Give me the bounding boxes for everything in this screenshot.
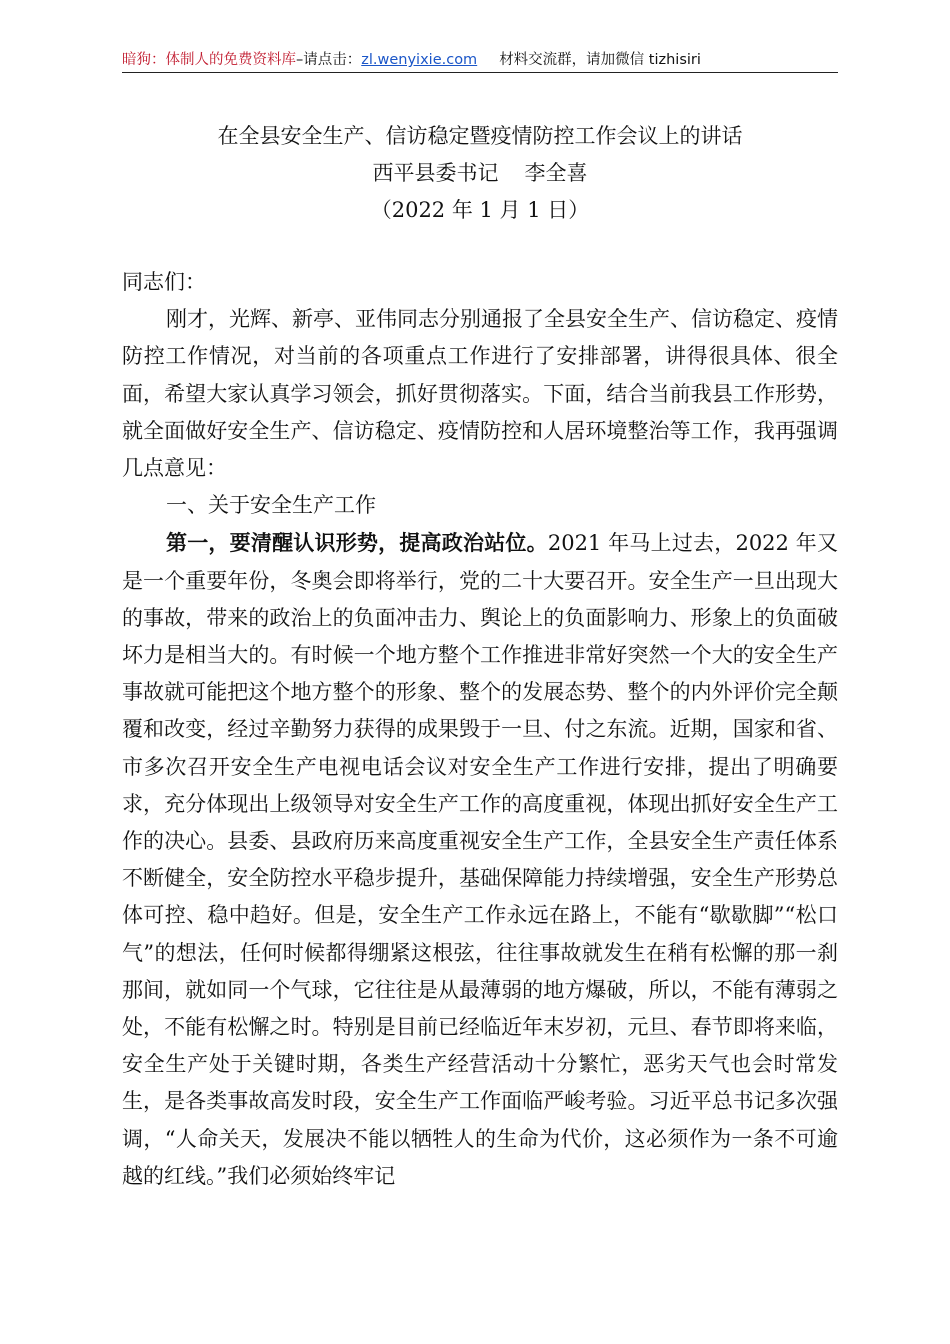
- intro-paragraph: 刚才，光辉、新亭、亚伟同志分别通报了全县安全生产、信访稳定、疫情防控工作情况，对当前的各项重点工作进行了安排部署，讲得很具体、很全面，希望大家认真学习领会，抓好贯彻落实。下面，结合当前我县工作形势，就全面做好安全生产、信访稳定、疫情防控和人居环境整治等工作，我再强调几点意见：: [122, 307, 838, 481]
- salutation: 同志们：: [122, 270, 206, 294]
- point-one-paragraph: [122, 524, 838, 1195]
- header-note: 材料交流群，请加微信 tizhisiri: [499, 52, 701, 68]
- author-role: 西平县委书记: [372, 161, 499, 185]
- author-name: 李全喜: [524, 161, 588, 185]
- header-link[interactable]: zl.wenyixie.com: [361, 52, 478, 68]
- header-prompt: –请点击：: [296, 52, 362, 68]
- title-block: [122, 118, 838, 229]
- page-header: [122, 48, 836, 72]
- header-brand: 暗狗：体制人的免费资料库: [122, 52, 296, 68]
- point-one-lead: 第一，要清醒认识形势，提高政治站位。: [166, 530, 548, 556]
- header-divider: [122, 72, 838, 73]
- point-one-body: 2021 年马上过去，2022 年又是一个重要年份，冬奥会即将举行，党的二十大要召开。安全生产一旦出现大的事故，带来的政治上的负面冲击力、舆论上的负面影响力、形象上的负面破坏力是相当大的。有时候一个地方整个工作推进非常好突然一个大的安全生产事故就可能把这个地方整个的形象、整个的发展态势、整个的内外评价完全颠覆和改变，经过辛勤努力获得的成果毁于一旦、付之东流。近期，国家和省、市多次召开安全生产电视电话会议对安全生产工作进行安排，提出了明确要求，充分体现出上级领导对安全生产工作的高度重视，体现出抓好安全生产工作的决心。县委、县政府历来高度重视安全生产工作，全县安全生产责任体系不断健全，安全防控水平稳步提升，基础保障能力持续增强，安全生产形势总体可控、稳中趋好。但是，安全生产工作永远在路上，不能有“歇歇脚”“松口气”的想法，任何时候都得绷紧这根弦，往往事故就发生在稍有松懈的那一刹那间，就如同一个气球，它往往是从最薄弱的地方爆破，所以，不能有薄弱之处，不能有松懈之时。特别是目前已经临近年末岁初，元旦、春节即将来临，安全生产处于关键时期，各类生产经营活动十分繁忙，恶劣天气也会时常发生，是各类事故高发时段，安全生产工作面临严峻考验。习近平总书记多次强调，“人命关天，发展决不能以牺牲人的生命为代价，这必须作为一条不可逾越的红线。”我们必须始终牢记: [122, 531, 838, 1188]
- document-title: 在全县安全生产、信访稳定暨疫情防控工作会议上的讲话: [217, 124, 743, 148]
- document-body: [122, 264, 838, 1195]
- section-heading: 一、关于安全生产工作: [166, 493, 376, 518]
- document-author: [122, 155, 838, 192]
- document-date: （2022 年 1 月 1 日）: [370, 198, 590, 222]
